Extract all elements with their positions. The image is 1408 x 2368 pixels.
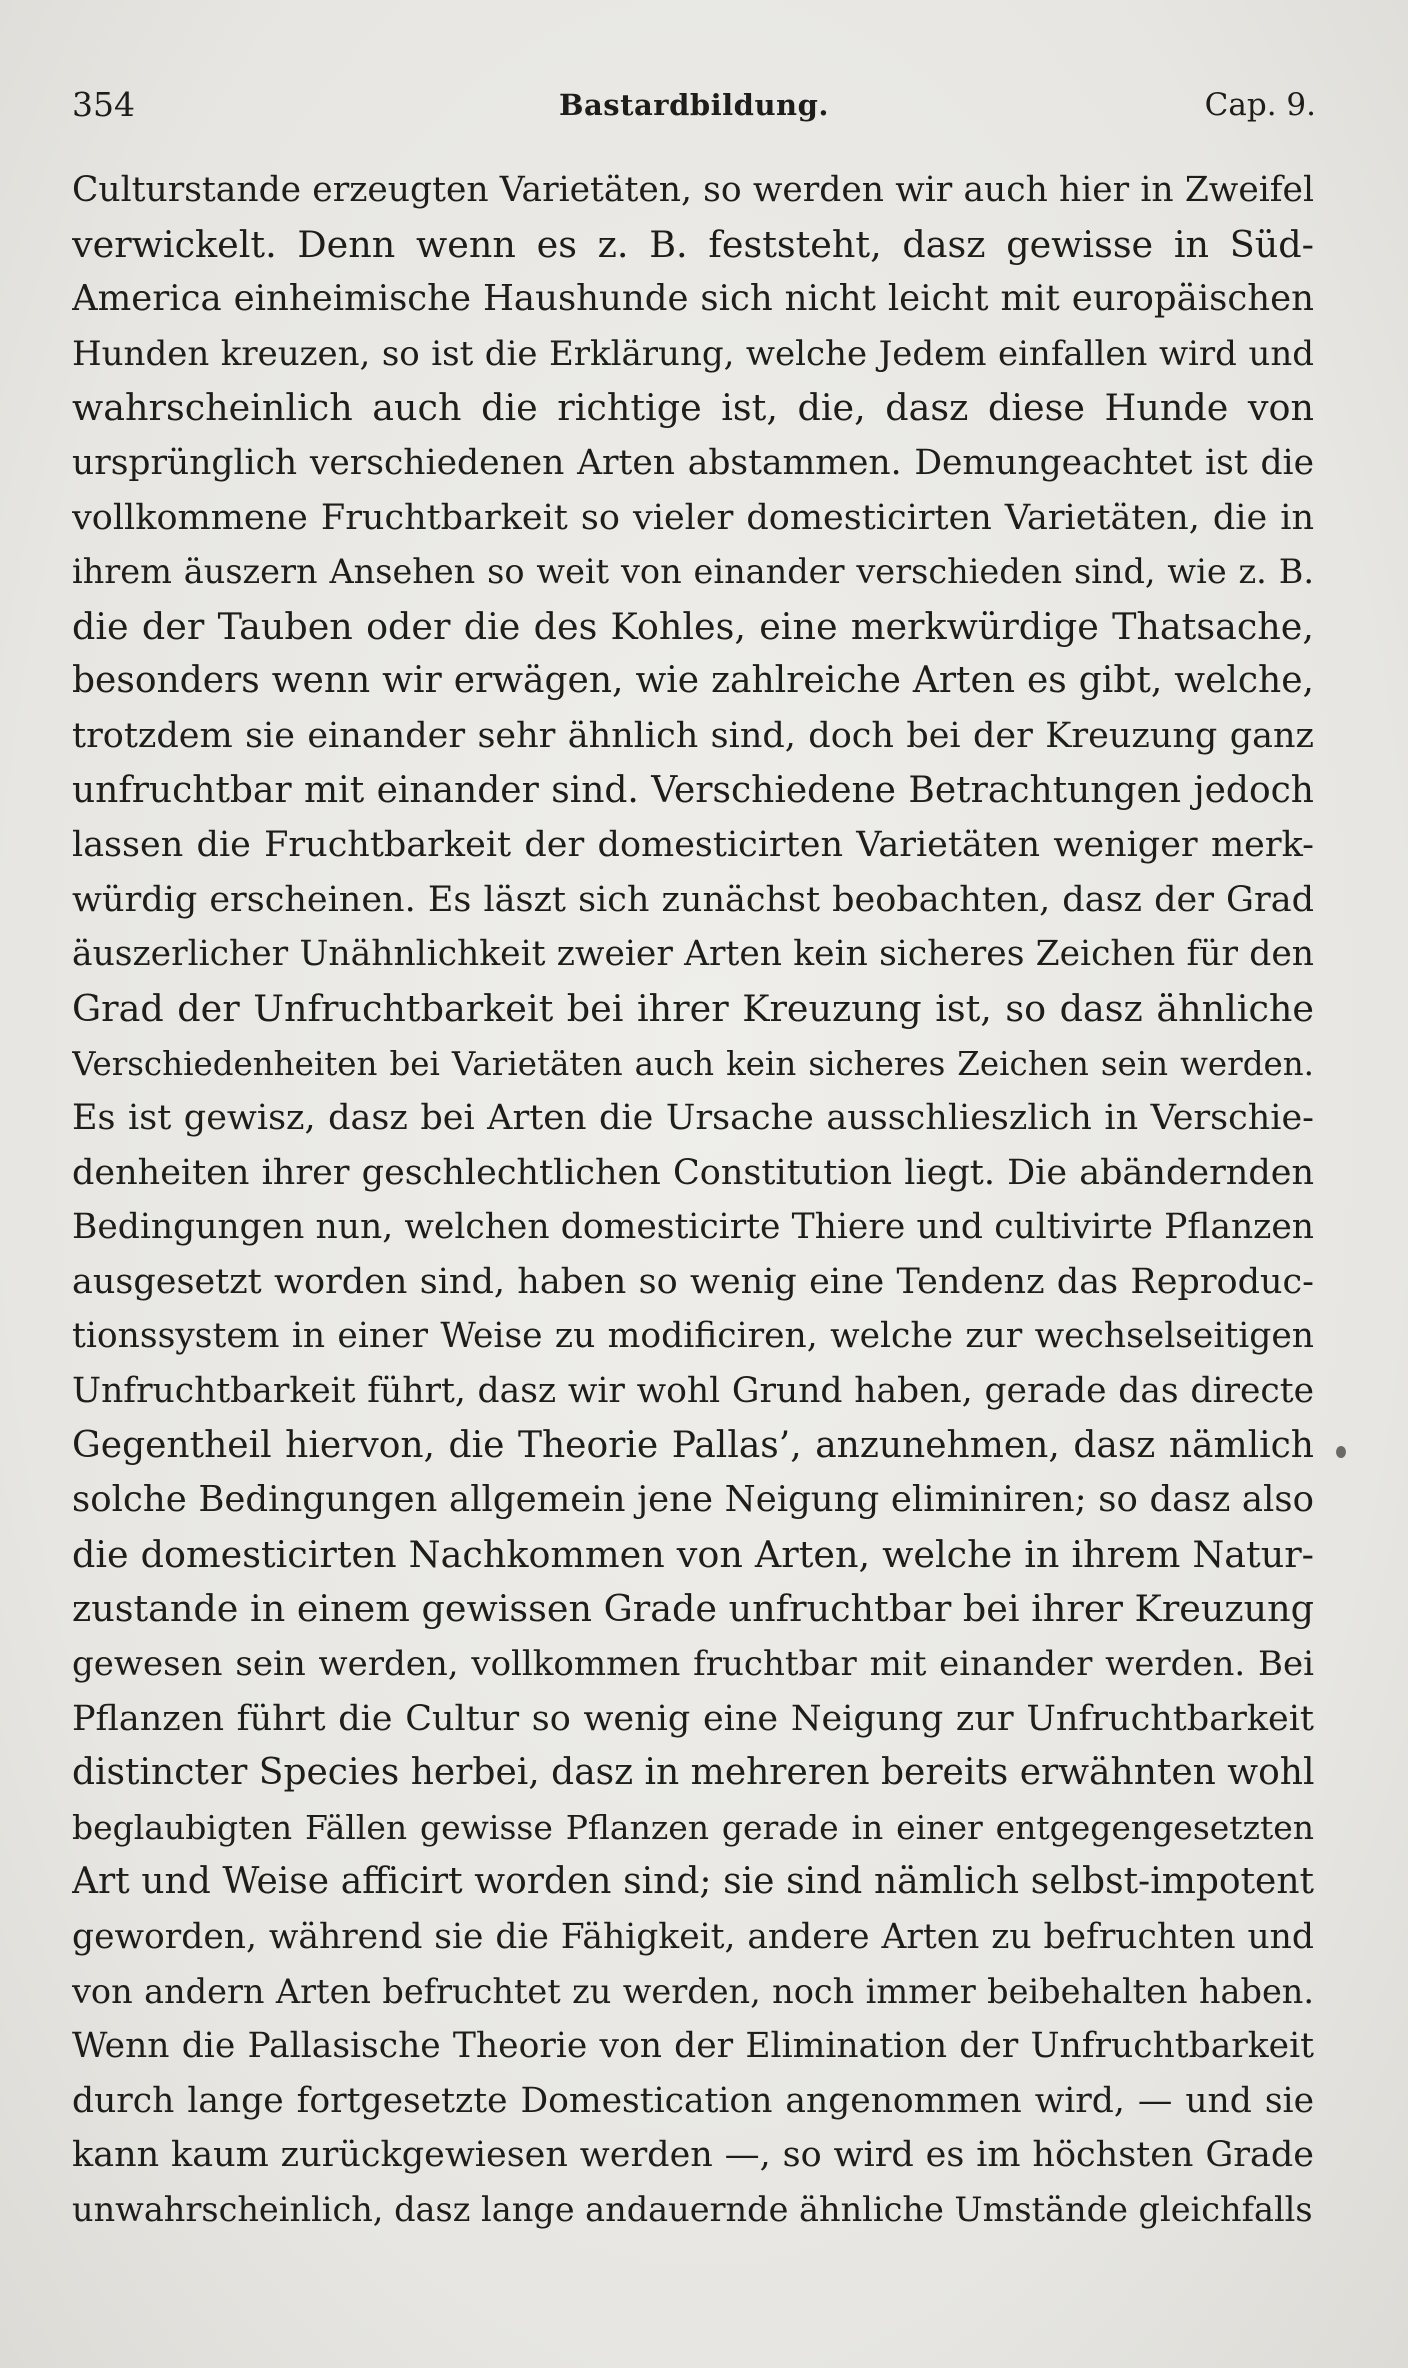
text-line: die der Tauben oder die des Kohles, eine merkwürdige Thatsache, [72, 604, 1314, 648]
text-line: wahrscheinlich auch die richtige ist, die, dasz diese Hunde von [72, 386, 1314, 430]
text-line: unfruchtbar mit einander sind. Verschiedene Betrachtungen jedoch [72, 769, 1314, 811]
text-line: kann kaum zurückgewiesen werden —, so wird es im höchsten Grade [72, 2135, 1314, 2176]
text-line: besonders wenn wir erwägen, wie zahlreiche Arten es gibt, welche, [72, 660, 1314, 702]
page-header [72, 80, 1316, 130]
chapter-label: Cap. 9. [1204, 87, 1316, 123]
text-line: durch lange fortgesetzte Domestication angenommen wird, — und sie [72, 2080, 1314, 2121]
text-line: Grad der Unfruchtbarkeit bei ihrer Kreuzung ist, so dasz ähnliche [72, 986, 1314, 1030]
text-line: unwahrscheinlich, dasz lange andauernde ähnliche Umstände gleichfalls [72, 2189, 1313, 2229]
text-line: solche Bedingungen allgemein jene Neigung eliminiren; so dasz also [72, 1479, 1314, 1521]
text-line: äuszerlicher Unähnlichkeit zweier Arten kein sicheres Zeichen für den [72, 934, 1314, 975]
body-text [72, 163, 1314, 2238]
text-line: beglaubigten Fällen gewisse Pflanzen gerade in einer entgegengesetzten [72, 1807, 1314, 1847]
text-line: ihrem äuszern Ansehen so weit von einander verschieden sind, wie z. B. [72, 552, 1314, 592]
text-line: denheiten ihrer geschlechtlichen Constitution liegt. Die abändernden [72, 1152, 1314, 1193]
page-number: 354 [72, 85, 135, 124]
running-title: Bastardbildung. [558, 88, 829, 122]
text-line: Art und Weise afficirt worden sind; sie sind nämlich selbst-impotent [72, 1861, 1314, 1903]
text-line: America einheimische Haushunde sich nicht leicht mit europäischen [72, 278, 1314, 320]
text-line: Gegentheil hiervon, die Theorie Pallas’, anzunehmen, dasz nämlich [72, 1424, 1314, 1466]
ink-spot [1336, 1446, 1346, 1458]
text-line: würdig erscheinen. Es läszt sich zunächst beobachten, dasz der Grad [72, 879, 1314, 920]
text-line: trotzdem sie einander sehr ähnlich sind, doch bei der Kreuzung ganz [72, 715, 1314, 756]
text-line: Unfruchtbarkeit führt, dasz wir wohl Grund haben, gerade das directe [72, 1371, 1314, 1412]
text-line: die domesticirten Nachkommen von Arten, welche in ihrem Natur- [72, 1532, 1314, 1576]
text-line: Culturstande erzeugten Varietäten, so werden wir auch hier in Zweifel [72, 170, 1314, 210]
text-line: distincter Species herbei, dasz in mehreren bereits erwähnten wohl [72, 1752, 1314, 1794]
text-line: Wenn die Pallasische Theorie von der Elimination der Unfruchtbarkeit [72, 2026, 1314, 2067]
text-line: zustande in einem gewissen Grade unfruchtbar bei ihrer Kreuzung [72, 1587, 1314, 1631]
text-line: vollkommene Fruchtbarkeit so vieler domesticirten Varietäten, die in [72, 497, 1314, 538]
text-line: Es ist gewisz, dasz bei Arten die Ursache ausschlieszlich in Verschie- [72, 1098, 1314, 1139]
text-line: tionssystem in einer Weise zu modificiren, welche zur wechselseitigen [72, 1316, 1314, 1357]
text-line: von andern Arten befruchtet zu werden, noch immer beibehalten haben. [72, 1971, 1314, 2011]
text-line: ausgesetzt worden sind, haben so wenig eine Tendenz das Reproduc- [72, 1261, 1314, 1302]
text-line: geworden, während sie die Fähigkeit, andere Arten zu befruchten und [72, 1917, 1314, 1957]
text-line: Pflanzen führt die Cultur so wenig eine Neigung zur Unfruchtbarkeit [72, 1698, 1314, 1739]
text-line: gewesen sein werden, vollkommen fruchtbar mit einander werden. Bei [72, 1644, 1314, 1685]
text-line: Hunden kreuzen, so ist die Erklärung, welche Jedem einfallen wird und [72, 333, 1314, 374]
text-line: Verschiedenheiten bei Varietäten auch kein sicheres Zeichen sein werden. [72, 1044, 1314, 1083]
text-line: lassen die Fruchtbarkeit der domesticirten Varietäten weniger merk- [72, 825, 1314, 866]
text-line: Bedingungen nun, welchen domesticirte Thiere und cultivirte Pflanzen [72, 1207, 1314, 1248]
text-line: verwickelt. Denn wenn es z. B. feststeht, dasz gewisse in Süd- [72, 222, 1314, 266]
text-line: ursprünglich verschiedenen Arten abstammen. Demungeachtet ist die [72, 442, 1314, 483]
